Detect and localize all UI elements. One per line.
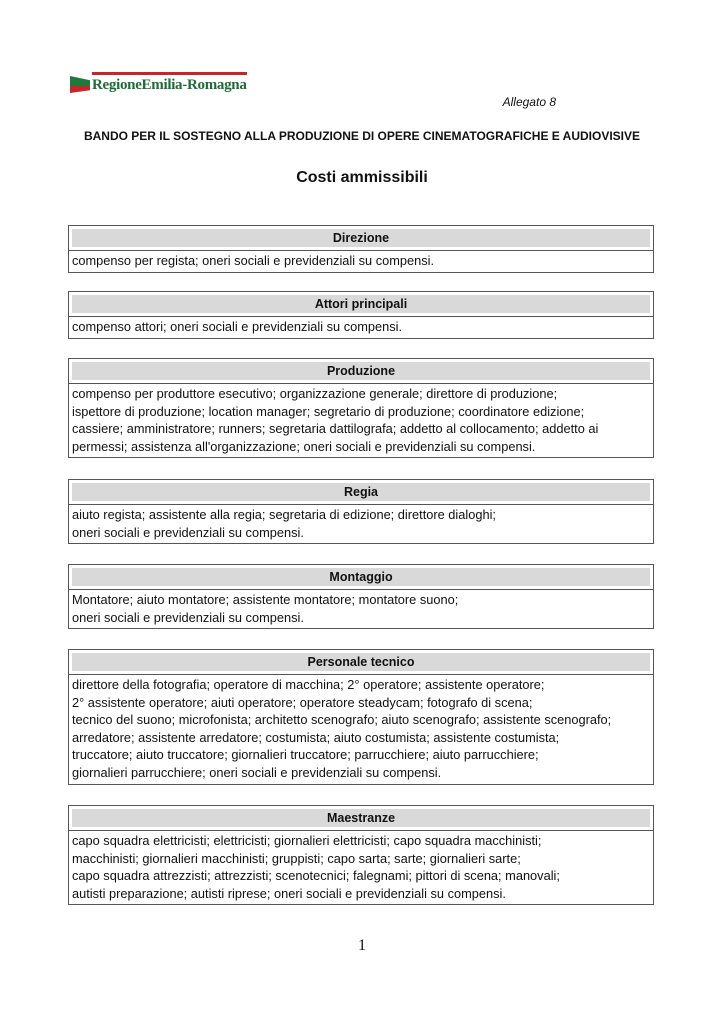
section-line: compenso attori; oneri sociali e previdenziali su compensi.: [72, 319, 403, 334]
section-body: [69, 317, 653, 338]
region-flag-icon: [70, 76, 90, 94]
section-line: Montatore; aiuto montatore; assistente montatore; montatore suono;: [72, 592, 459, 607]
page-number: 1: [358, 937, 366, 954]
section-line: compenso per regista; oneri sociali e previdenziali su compensi.: [72, 253, 435, 268]
logo-text: RegioneEmilia-Romagna: [92, 77, 247, 93]
document-title: Costi ammissibili: [296, 169, 428, 186]
section-line: giornalieri parrucchiere; oneri sociali e previdenziali su compensi.: [72, 764, 442, 780]
section-title: Montaggio: [72, 568, 650, 586]
section-line: oneri sociali e previdenziali su compensi.: [72, 609, 304, 625]
section-line: 2° assistente operatore; aiuti operatore; operatore steadycam; fotografo di scena;: [72, 694, 533, 710]
section-line: cassiere; amministratore; runners; segretaria dattilografa; addetto al collocamento; addetto ai: [72, 421, 599, 437]
section-line: aiuto regista; assistente alla regia; segretaria di edizione; direttore dialoghi;: [72, 507, 496, 522]
section-title: Personale tecnico: [72, 653, 650, 671]
section-line: direttore della fotografia; operatore di macchina; 2° operatore; assistente operatore;: [72, 677, 545, 692]
section-montaggio: [68, 564, 654, 629]
section-line: compenso per produttore esecutivo; organizzazione generale; direttore di produzione;: [72, 386, 558, 401]
section-title: Regia: [72, 483, 650, 501]
section-body: [69, 384, 653, 457]
section-body: [69, 675, 653, 784]
section-body: [69, 590, 653, 628]
section-attori-principali: [68, 291, 654, 339]
section-body: [69, 251, 653, 272]
section-line: capo squadra attrezzisti; attrezzisti; scenotecnici; falegnami; pittori di scena; manovali;: [72, 868, 560, 884]
section-personale-tecnico: [68, 649, 654, 785]
section-line: arredatore; assistente arredatore; costumista; aiuto costumista; assistente costumista;: [72, 729, 560, 745]
section-regia: [68, 479, 654, 544]
section-direzione: [68, 225, 654, 273]
section-body: [69, 505, 653, 543]
region-logo: [70, 70, 247, 94]
section-line: permessi; assistenza all'organizzazione; oneri sociali e previdenziali su compensi.: [72, 438, 536, 454]
section-line: ispettore di produzione; location manager; segretario di produzione; coordinatore edizione;: [72, 403, 585, 419]
section-maestranze: [68, 805, 654, 905]
section-title: Attori principali: [72, 295, 650, 313]
section-line: tecnico del suono; microfonista; architetto scenografo; aiuto scenografo; assistente scenografo;: [72, 712, 612, 728]
section-produzione: [68, 358, 654, 458]
section-line: truccatore; aiuto truccatore; giornalieri truccatore; parrucchiere; aiuto parrucchiere;: [72, 747, 539, 763]
section-title: Produzione: [72, 362, 650, 380]
section-line: macchinisti; giornalieri macchinisti; gruppisti; capo sarta; sarte; giornalieri sarte;: [72, 850, 521, 866]
section-title: Maestranze: [72, 809, 650, 827]
section-line: autisti preparazione; autisti riprese; oneri sociali e previdenziali su compensi.: [72, 885, 506, 901]
section-line: oneri sociali e previdenziali su compensi.: [72, 524, 304, 540]
section-title: Direzione: [72, 229, 650, 247]
allegato-label: Allegato 8: [502, 95, 556, 109]
section-line: capo squadra elettricisti; elettricisti; giornalieri elettricisti; capo squadra macchinisti;: [72, 833, 542, 848]
section-body: [69, 831, 653, 904]
bando-title: BANDO PER IL SOSTEGNO ALLA PRODUZIONE DI OPERE CINEMATOGRAFICHE E AUDIOVISIVE: [83, 129, 641, 143]
